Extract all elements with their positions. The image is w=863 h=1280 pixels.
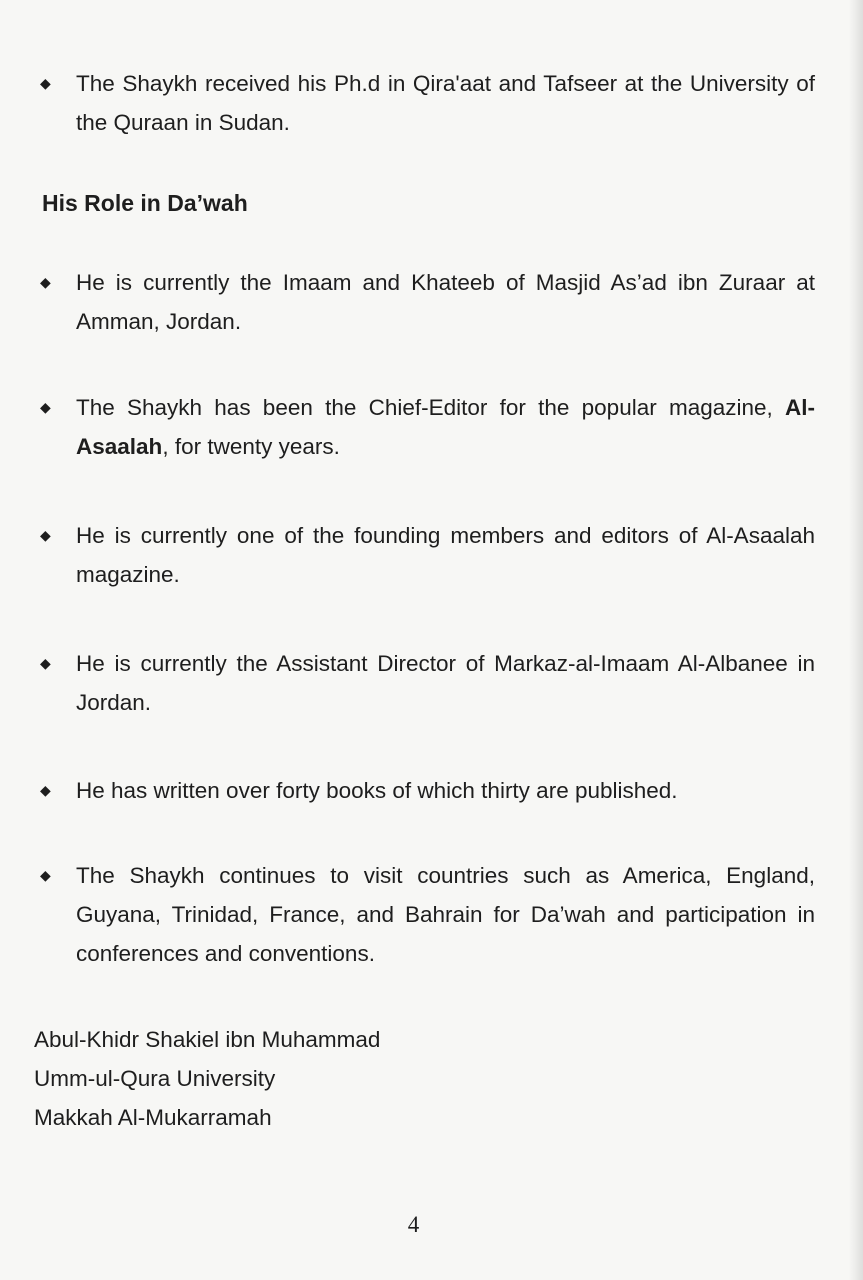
page-edge-shadow: [849, 0, 863, 1280]
bullet-item-imaam: [40, 263, 815, 341]
bullet-item-assistant-director: [40, 644, 815, 722]
diamond-bullet-icon: ◆: [40, 527, 51, 543]
page-number: 4: [407, 1212, 420, 1237]
bullet-text: The Shaykh has been the Chief-Editor for the popular magazine, Al-Asaalah, for twenty years.: [76, 395, 815, 459]
signature-institution: Umm-ul-Qura University: [34, 1066, 276, 1091]
bullet-text: The Shaykh received his Ph.d in Qira'aat and Tafseer at the University of the Quraan in Sudan.: [76, 71, 815, 135]
bullet-item-books: [40, 771, 815, 810]
bullet-text: The Shaykh continues to visit countries such as America, England, Guyana, Trinidad, France, and Bahrain for Da’wah and participation in conferences and conventions.: [76, 863, 815, 966]
diamond-bullet-icon: ◆: [40, 75, 51, 91]
bullet-item-chief-editor: [40, 388, 815, 466]
bullet-item-visits: [40, 856, 815, 973]
magazine-name: Al-Asaalah: [76, 395, 815, 459]
diamond-bullet-icon: ◆: [40, 867, 51, 883]
bullet-text: He has written over forty books of which thirty are published.: [76, 778, 678, 803]
section-heading: His Role in Da’wah: [42, 190, 248, 216]
bullet-text: He is currently one of the founding members and editors of Al-Asaalah magazine.: [76, 523, 815, 587]
diamond-bullet-icon: ◆: [40, 399, 51, 415]
bullet-item-founding-member: [40, 516, 815, 594]
bullet-item-phd: [40, 64, 815, 142]
bullet-text: He is currently the Imaam and Khateeb of Masjid As’ad ibn Zuraar at Amman, Jordan.: [76, 270, 815, 334]
diamond-bullet-icon: ◆: [40, 655, 51, 671]
bullet-text: He is currently the Assistant Director of Markaz-al-Imaam Al-Albanee in Jordan.: [76, 651, 815, 715]
signature-name: Abul-Khidr Shakiel ibn Muhammad: [34, 1027, 381, 1052]
diamond-bullet-icon: ◆: [40, 274, 51, 290]
signature-block: [34, 1020, 380, 1137]
diamond-bullet-icon: ◆: [40, 782, 51, 798]
signature-location: Makkah Al-Mukarramah: [34, 1105, 272, 1130]
